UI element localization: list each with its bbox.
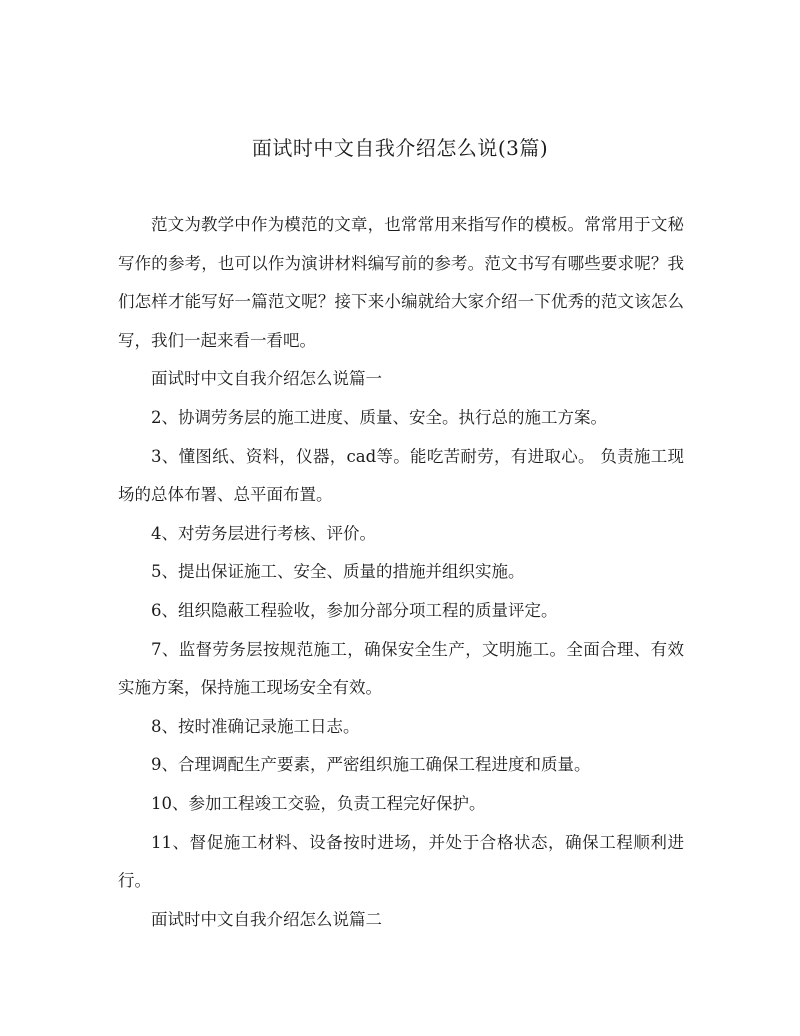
list-item: 10、参加工程竣工交验，负责工程完好保护。	[151, 793, 486, 813]
section-heading-1: 面试时中文自我介绍怎么说篇一	[151, 369, 382, 389]
list-item: 3、懂图纸、资料，仪器，cad等。能吃苦耐劳，有进取心。 负责施工现场的总体布署、总平面布置。	[118, 446, 684, 505]
document-title: 面试时中文自我介绍怎么说(3篇)	[251, 136, 549, 160]
list-item: 8、按时准确记录施工日志。	[151, 716, 360, 736]
list-item: 11、督促施工材料、设备按时进场，并处于合格状态，确保工程顺利进行。	[118, 832, 684, 891]
list-item: 5、提出保证施工、安全、质量的措施并组织实施。	[151, 562, 525, 582]
list-item: 9、合理调配生产要素，严密组织施工确保工程进度和质量。	[151, 755, 591, 775]
list-item: 7、监督劳务层按规范施工，确保安全生产，文明施工。全面合理、有效实施方案，保持施工现场安全有效。	[118, 639, 684, 698]
intro-paragraph: 范文为教学中作为模范的文章，也常常用来指写作的模板。常常用于文秘写作的参考，也可以作为演讲材料编写前的参考。范文书写有哪些要求呢？我们怎样才能写好一篇范文呢？接下来小编就给大家介绍一下优秀的范文该怎么写，我们一起来看一看吧。	[118, 215, 684, 350]
list-item: 2、协调劳务层的施工进度、质量、安全。执行总的施工方案。	[151, 407, 607, 427]
section-heading-2: 面试时中文自我介绍怎么说篇二	[151, 909, 382, 929]
document-body	[118, 206, 684, 939]
list-item: 6、组织隐蔽工程验收，参加分部分项工程的质量评定。	[151, 600, 558, 620]
list-item: 4、对劳务层进行考核、评价。	[151, 523, 376, 543]
